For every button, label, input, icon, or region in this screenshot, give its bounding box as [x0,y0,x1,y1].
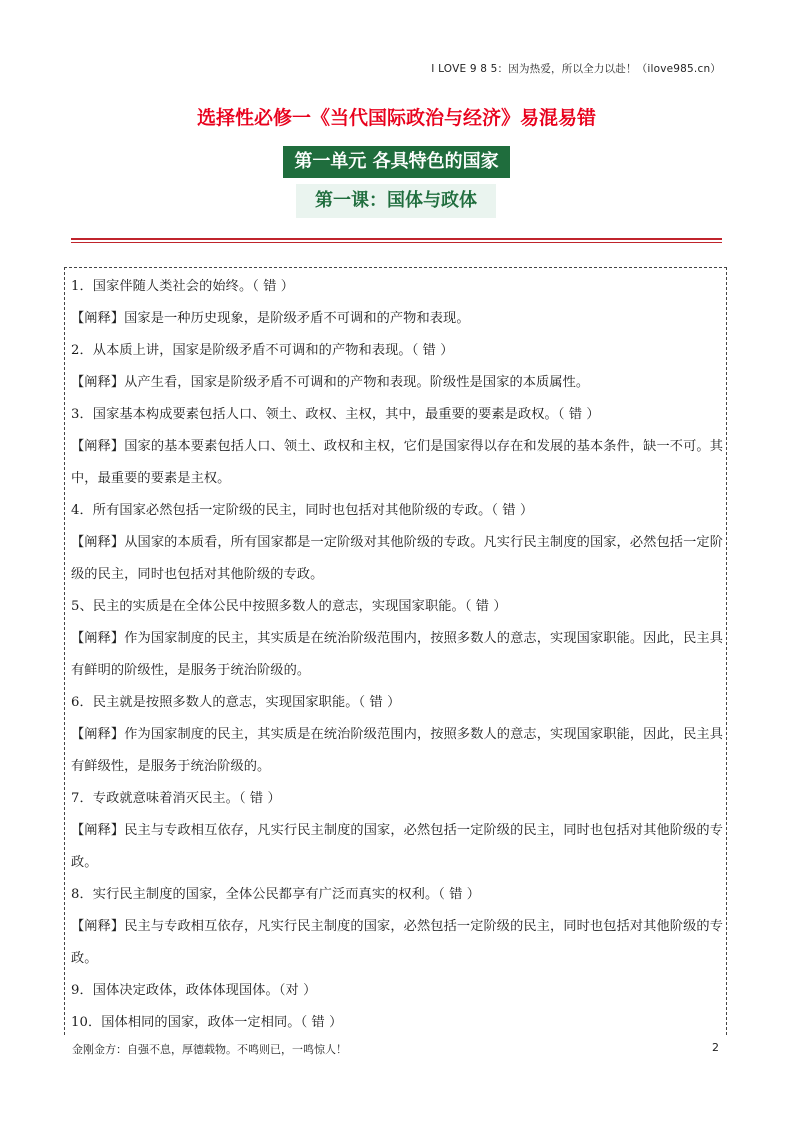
explanation-item: 【阐释】作为国家制度的民主，其实质是在统治阶级范围内，按照多数人的意志，实现国家职能，因此，民主具有鲜级性，是服务于统治阶级的。 [71,727,723,774]
title-divider-thick [71,238,722,240]
qa-content-box [64,267,727,1035]
question-item: 10．国体相同的国家，政体一定相同。（ 错 ） [71,1015,343,1030]
question-item: 9．国体决定政体，政体体现国体。（对 ） [71,983,317,998]
explanation-item: 【阐释】从国家的本质看，所有国家都是一定阶级对其他阶级的专政。凡实行民主制度的国家，必然包括一定阶级的民主，同时也包括对其他阶级的专政。 [71,535,723,582]
title-divider-thin [71,242,722,243]
explanation-item: 【阐释】作为国家制度的民主，其实质是在统治阶级范围内，按照多数人的意志，实现国家职能。因此，民主具有鲜明的阶级性，是服务于统治阶级的。 [71,631,723,678]
question-item: 2．从本质上讲，国家是阶级矛盾不可调和的产物和表现。（ 错 ） [71,343,454,358]
explanation-item: 【阐释】民主与专政相互依存，凡实行民主制度的国家，必然包括一定阶级的民主，同时也包括对其他阶级的专政。 [71,919,723,966]
question-item: 8．实行民主制度的国家，全体公民都享有广泛而真实的权利。（ 错 ） [71,887,481,902]
explanation-item: 【阐释】国家的基本要素包括人口、领土、政权和主权，它们是国家得以存在和发展的基本条件，缺一不可。其中，最重要的要素是主权。 [71,439,723,486]
document-title: 选择性必修一《当代国际政治与经济》易混易错 [196,107,596,129]
lesson-banner: 第一课：国体与政体 [296,184,496,218]
question-item: 6．民主就是按照多数人的意志，实现国家职能。（ 错 ） [71,695,401,710]
question-item: 1．国家伴随人类社会的始终。（ 错 ） [71,279,295,294]
page-header: I LOVE 9 8 5：因为热爱，所以全力以赴！（ilove985.cn） [431,63,721,75]
explanation-item: 【阐释】国家是一种历史现象，是阶级矛盾不可调和的产物和表现。 [71,311,470,326]
explanation-item: 【阐释】从产生看，国家是阶级矛盾不可调和的产物和表现。阶级性是国家的本质属性。 [71,375,590,390]
question-item: 4．所有国家必然包括一定阶级的民主，同时也包括对其他阶级的专政。（ 错 ） [71,503,534,518]
question-item: 3．国家基本构成要素包括人口、领土、政权、主权，其中，最重要的要素是政权。（ 错 ） [71,407,600,422]
unit-banner: 第一单元 各具特色的国家 [283,146,510,178]
qa-list [65,268,726,1035]
explanation-item: 【阐释】民主与专政相互依存，凡实行民主制度的国家，必然包括一定阶级的民主，同时也包括对其他阶级的专政。 [71,823,723,870]
page-number: 2 [712,1041,719,1054]
question-item: 7．专政就意味着消灭民主。（ 错 ） [71,791,281,806]
footer-motto: 金刚金方：自强不息，厚德载物。不鸣则已，一鸣惊人！ [72,1043,347,1056]
question-item: 5、民主的实质是在全体公民中按照多数人的意志，实现国家职能。（ 错 ） [71,599,507,614]
